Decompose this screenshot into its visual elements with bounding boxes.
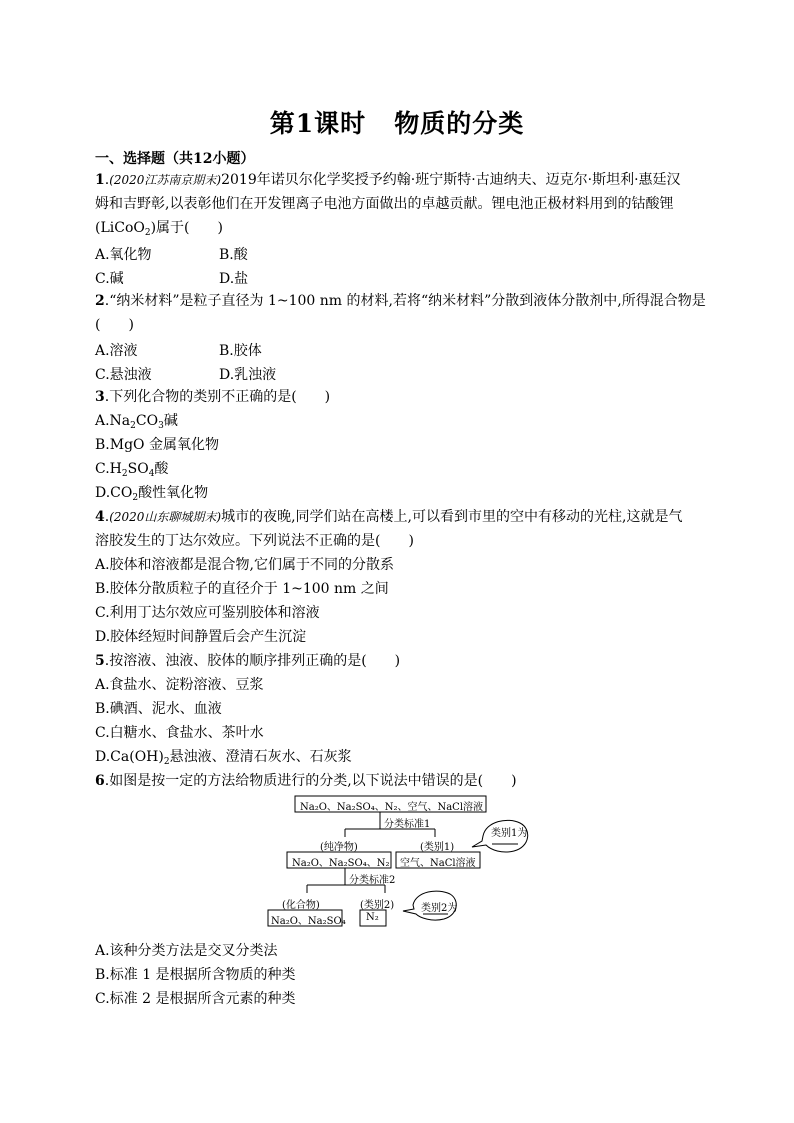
q4-source: (2020山东聊城期末) xyxy=(109,510,222,524)
q4-option-d: D.胶体经短时间静置后会产生沉淀 xyxy=(95,629,307,645)
pure-label: (纯净物) xyxy=(320,842,358,853)
q1-line-2: 姆和吉野彰,以表彰他们在开发锂离子电池方面做出的卓越贡献。锂电池正极材料用到的钴酸锂 xyxy=(95,196,674,212)
bubble-1-text: 类别1为 xyxy=(491,828,528,839)
mixture-box-text: 空气、NaCl溶液 xyxy=(400,858,476,869)
q5-option-d: $D.Ca(OH)_2$悬浊液、澄清石灰水、石灰浆 xyxy=(95,749,352,767)
q1-option-b: B.酸 xyxy=(219,247,248,263)
q1-option-d: D.盐 xyxy=(219,271,249,287)
q3-option-c: $C.H_2SO_4$酸 xyxy=(95,461,169,479)
q1-source: (2020江苏南京期末) xyxy=(109,173,222,187)
standard-1-label: 分类标准1 xyxy=(384,819,431,830)
q2-line-1: 2.“纳米材料”是粒子直径为 1~100 nm 的材料,若将“纳米材料”分散到液体分散剂中,所得混合物是 xyxy=(95,293,706,309)
classification-diagram xyxy=(260,793,530,933)
q5-option-b: B.碘酒、泥水、血液 xyxy=(95,701,222,717)
lesson-number: 第1课时 xyxy=(269,109,367,138)
section-heading: 一、选择题（共12小题） xyxy=(95,151,255,167)
q3-option-a: $A.Na_2CO_3$碱 xyxy=(95,413,178,431)
q3-option-d: $D.CO_2$酸性氧化物 xyxy=(95,485,209,503)
q1-line-1: 1.(2020江苏南京期末)2019年诺贝尔化学奖授予约翰·班宁斯特·古迪纳夫、迈克尔·斯坦利·惠廷汉 xyxy=(95,172,681,188)
q6-stem: 6.如图是按一定的方法给物质进行的分类,以下说法中错误的是( ) xyxy=(95,773,517,789)
lesson-topic: 物质的分类 xyxy=(394,109,525,138)
q2-option-b: B.胶体 xyxy=(219,343,262,359)
q4-option-c: C.利用丁达尔效应可鉴别胶体和溶液 xyxy=(95,605,320,621)
n2-box-text: N₂ xyxy=(366,912,379,923)
bubble-2-text: 类别2为 xyxy=(421,903,458,914)
top-box-text: Na₂O、Na₂SO₄、N₂、空气、NaCl溶液 xyxy=(300,802,484,813)
q1-option-c: C.碱 xyxy=(95,271,124,287)
standard-2-label: 分类标准2 xyxy=(349,875,396,886)
compound-box-text: Na₂O、Na₂SO₄ xyxy=(271,916,346,927)
q6-option-c: C.标准 2 是根据所含元素的种类 xyxy=(95,991,296,1007)
q2-option-a: A.溶液 xyxy=(95,343,138,359)
q5-stem: 5.按溶液、浊液、胶体的顺序排列正确的是( ) xyxy=(95,653,401,669)
q6-option-a: A.该种分类方法是交叉分类法 xyxy=(95,943,278,959)
q3-stem: 3.下列化合物的类别不正确的是( ) xyxy=(95,389,331,405)
q3-option-b: B.MgO 金属氧化物 xyxy=(95,437,219,453)
compound-label: (化合物) xyxy=(282,900,320,911)
q1-option-a: A.氧化物 xyxy=(95,247,152,263)
q5-option-a: A.食盐水、淀粉溶液、豆浆 xyxy=(95,677,264,693)
pure-box-text: Na₂O、Na₂SO₄、N₂ xyxy=(292,858,390,869)
q4-option-b: B.胶体分散质粒子的直径介于 1~100 nm 之间 xyxy=(95,581,389,597)
category-2-label: (类别2) xyxy=(360,900,395,911)
q2-option-c: C.悬浊液 xyxy=(95,367,152,383)
q4-line-1: 4.(2020山东聊城期末)城市的夜晚,同学们站在高楼上,可以看到市里的空中有移动的光柱,这就是气 xyxy=(95,509,683,525)
q6-option-b: B.标准 1 是根据所含物质的种类 xyxy=(95,967,296,983)
q2-line-2: ( ) xyxy=(95,317,134,333)
q4-option-a: A.胶体和溶液都是混合物,它们属于不同的分散系 xyxy=(95,557,395,573)
q2-option-d: D.乳浊液 xyxy=(219,367,277,383)
q1-line-3: (LiCoO$_2$)属于( ) xyxy=(95,220,223,238)
page-title xyxy=(0,104,794,140)
q5-option-c: C.白糖水、食盐水、茶叶水 xyxy=(95,725,264,741)
q4-line-2: 溶胶发生的丁达尔效应。下列说法不正确的是( ) xyxy=(95,533,414,549)
category-1-label: (类别1) xyxy=(420,842,455,853)
